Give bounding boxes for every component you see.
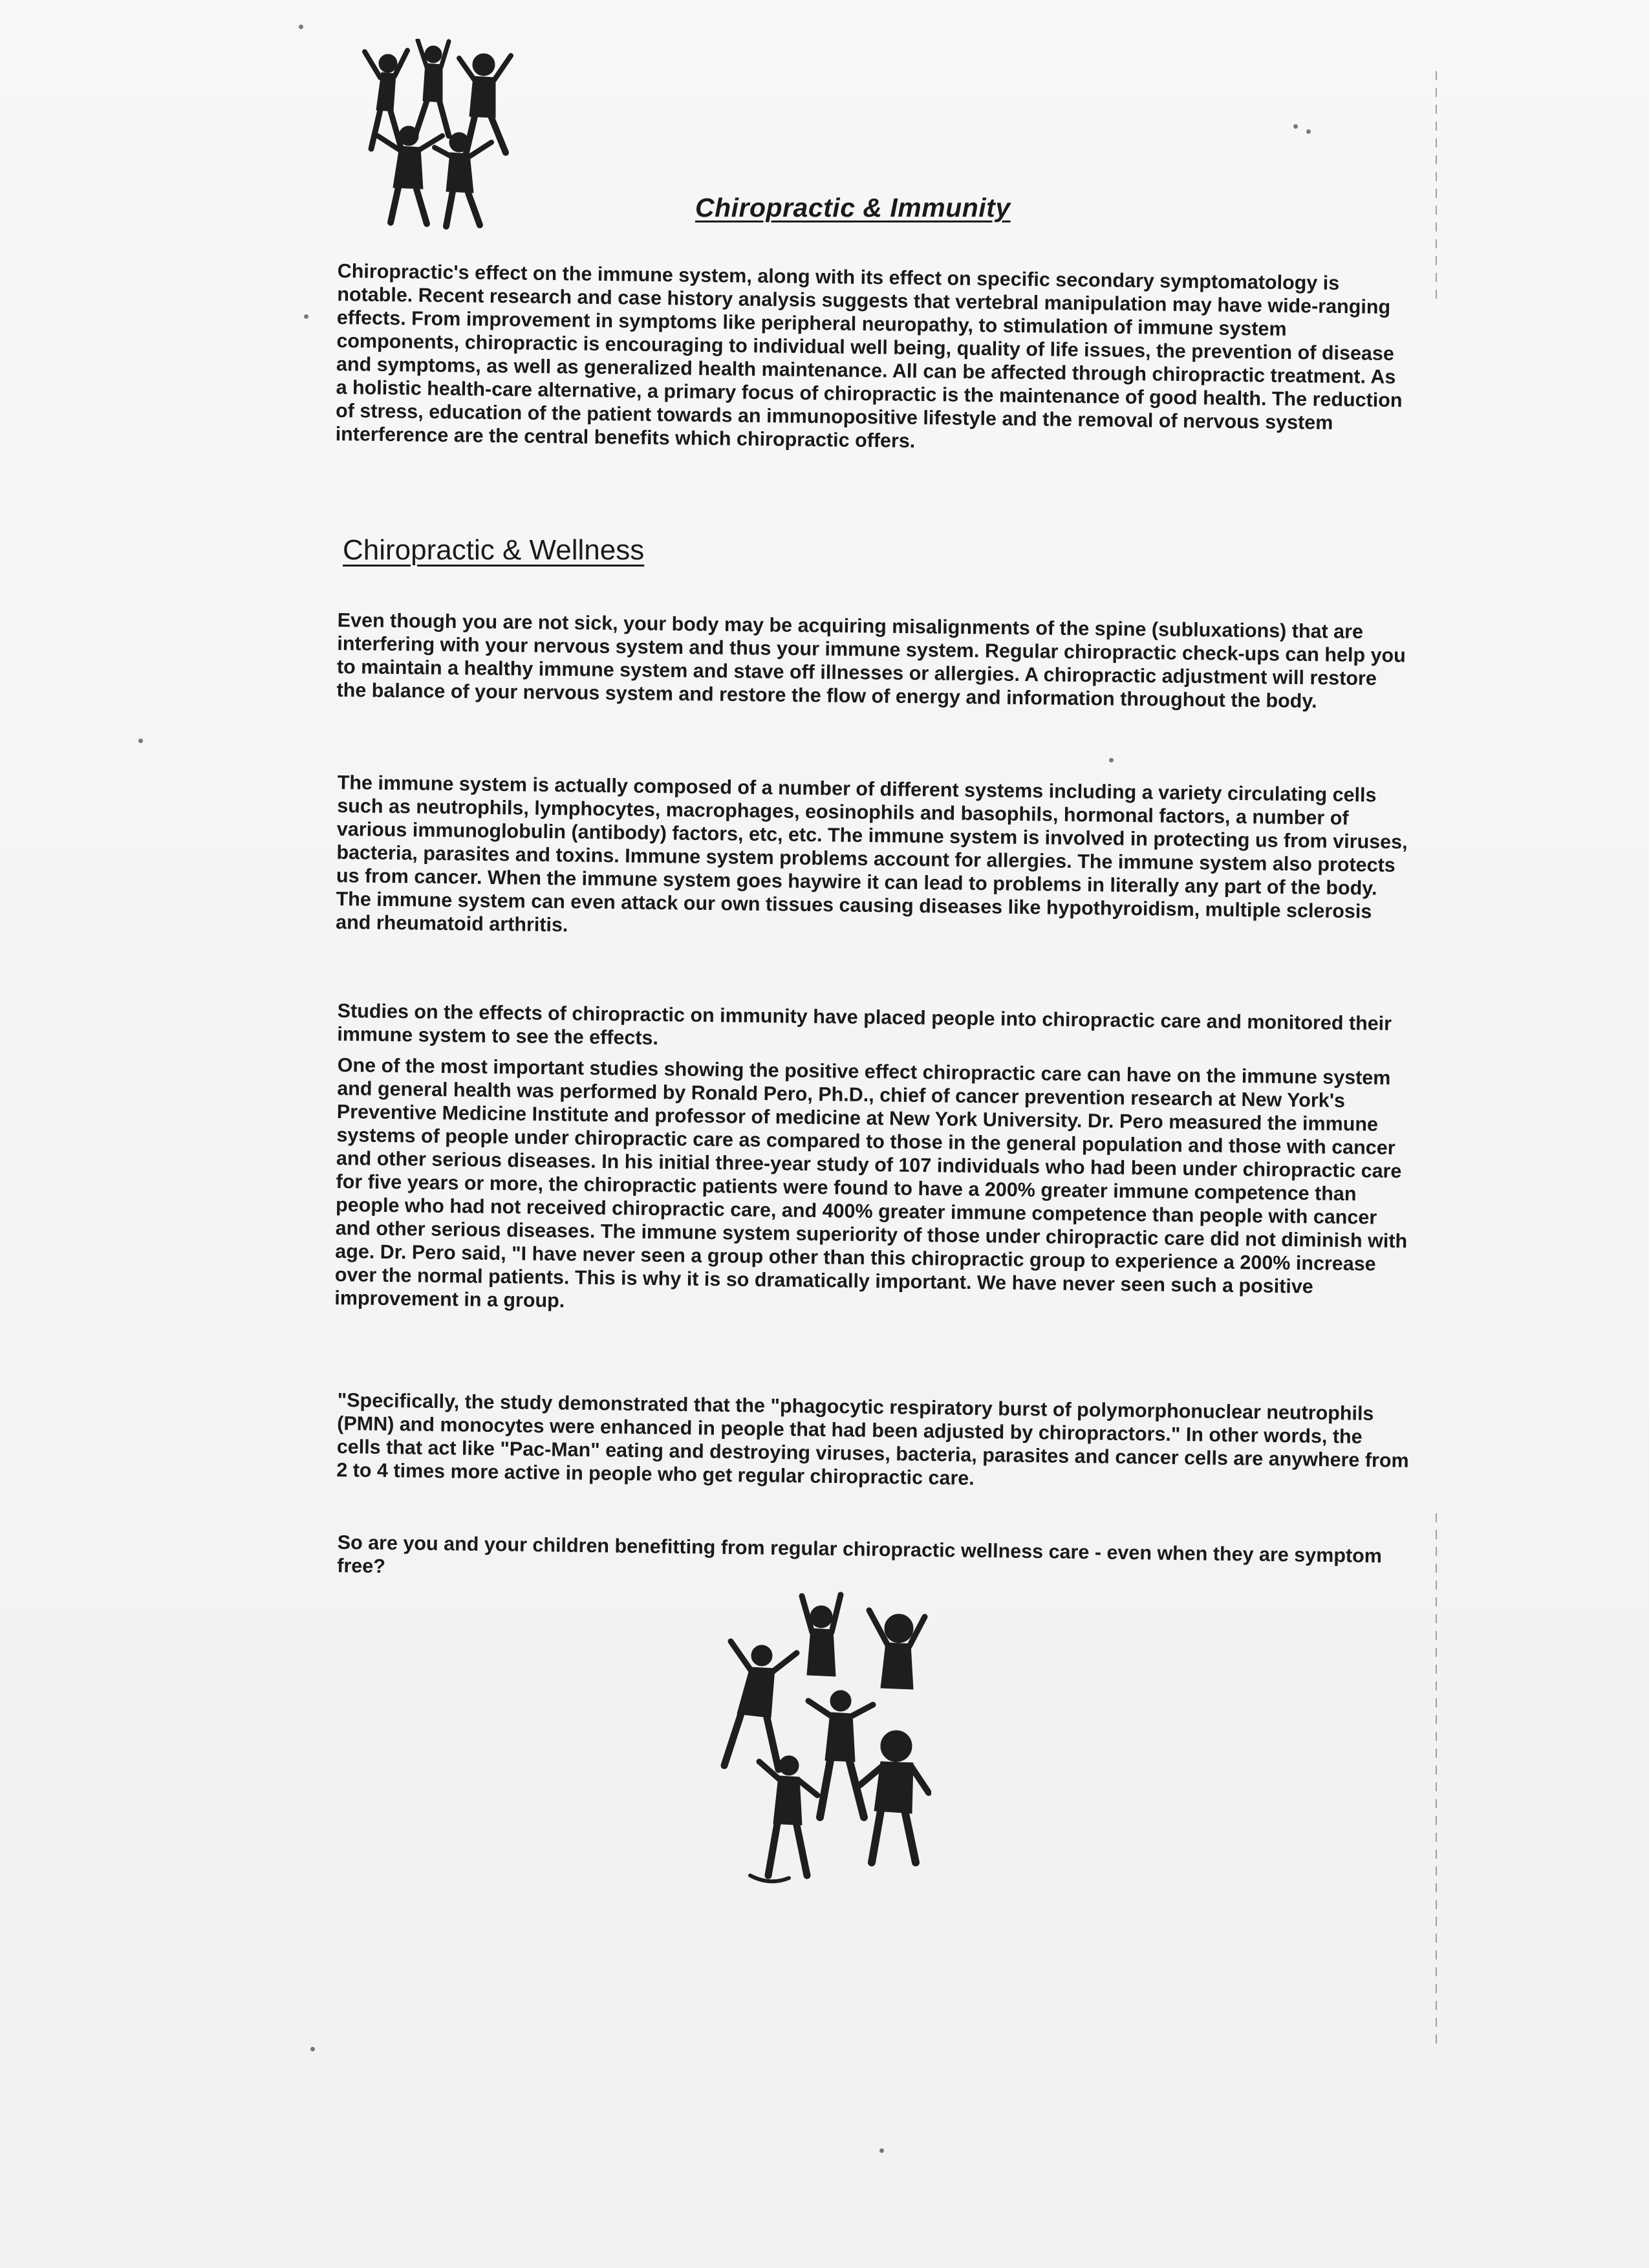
- dancing-people-illustration-bottom: [711, 1591, 931, 1888]
- studies-intro-paragraph: Studies on the effects of chiropractic on immunity have placed people into chiropractic care and monitored their immune system to see the effects.: [337, 999, 1392, 1050]
- wellness-paragraph: Even though you are not sick, your body may be acquiring misalignments of the spine (subluxations) that are interfering with your nervous system and thus your immune system. Regular chiropractic check-ups can help you to maintain a healthy immune system and stave off illnesses or allergies. A chiropractic adjustment will restore the balance of your nervous system and restore the flow of energy and information throughout the body.: [336, 609, 1406, 713]
- page-title: Chiropractic & Immunity: [695, 193, 1011, 222]
- scan-speck: [304, 314, 308, 319]
- page-edge-line-top: [1436, 71, 1437, 304]
- scan-speck: [879, 2148, 884, 2153]
- immune-system-paragraph: The immune system is actually composed of a number of different systems including a variety circulating cells such as neutrophils, lymphocytes, macrophages, eosinophils and basophils, hormonal factors, a number of various immunoglobulin (antibody) factors, etc, etc. The immune system is involved in protecting us from viruses, bacteria, parasites and toxins. Immune system problems account for allergies. The immune system also protects us from cancer. When the immune system goes haywire it can lead to problems in literally any part of the body. The immune system can even attack our own tissues causing diseases like hypothyroidism, multiple sclerosis and rheumatoid arthritis.: [335, 771, 1408, 936]
- pero-study-paragraph: One of the most important studies showing the positive effect chiropractic care can have on the immune system and general health was performed by Ronald Pero, Ph.D., chief of cancer prevention research at New York's Preventive Medicine Institute and professor of medicine at New York University. Dr. Pero measured the immune systems of people under chiropractic care as compared to those in the general population and those with cancer and other serious diseases. In his initial three-year study of 107 individuals who had been under chiropractic care for five years or more, the chiropractic patients were found to have a 200% greater immune competence than people who had not received chiropractic care, and 400% greater immune competence than people with cancer and other serious diseases. The immune system superiority of those under chiropractic care did not diminish with age. Dr. Pero said, "I have never seen a group other than this chiropractic group to experience a 200% increase over the normal patients. This is why it is so dramatically important. We have never seen such a positive improvement in a group.: [334, 1053, 1408, 1312]
- section-heading-wellness: Chiropractic & Wellness: [343, 534, 645, 566]
- scan-speck: [310, 2047, 315, 2051]
- intro-paragraph: Chiropractic's effect on the immune system, along with its effect on specific secondary symptomatology is notable. Recent research and case history analysis suggests that vertebral manipulation may have wide-ranging effects. From improvement in symptoms like peripheral neuropathy, to stimulation of immune system components, chiropractic is encouraging to individual well being, quality of life issues, the prevention of disease and symptoms, as well as generalized health maintenance. All can be affected through chiropractic treatment. As a holistic health-care alternative, a primary focus of chiropractic is the maintenance of good health. The reduction of stress, education of the patient towards an immunopositive lifestyle and the removal of nervous system interference are the central benefits which chiropractic offers.: [335, 259, 1403, 452]
- page-edge-line-bottom: [1436, 1513, 1437, 2050]
- scan-speck: [138, 739, 143, 743]
- phagocytic-paragraph: "Specifically, the study demonstrated that the "phagocytic respiratory burst of polymorphonuclear neutrophils (PMN) and monocytes were enhanced in people that had been adjusted by chiropractors." In other words, the cells that act like "Pac-Man" eating and destroying viruses, bacteria, parasites and cancer cells are anywhere from 2 to 4 times more active in people who get regular chiropractic care.: [336, 1389, 1409, 1489]
- scan-speck: [1306, 129, 1311, 134]
- scan-speck: [299, 25, 303, 29]
- scan-speck: [1293, 124, 1298, 129]
- scan-speck: [1109, 758, 1114, 762]
- closing-question-paragraph: So are you and your children benefitting from regular chiropractic wellness care - even when they are symptom free?: [337, 1531, 1383, 1577]
- dancing-people-illustration-top: [362, 39, 517, 230]
